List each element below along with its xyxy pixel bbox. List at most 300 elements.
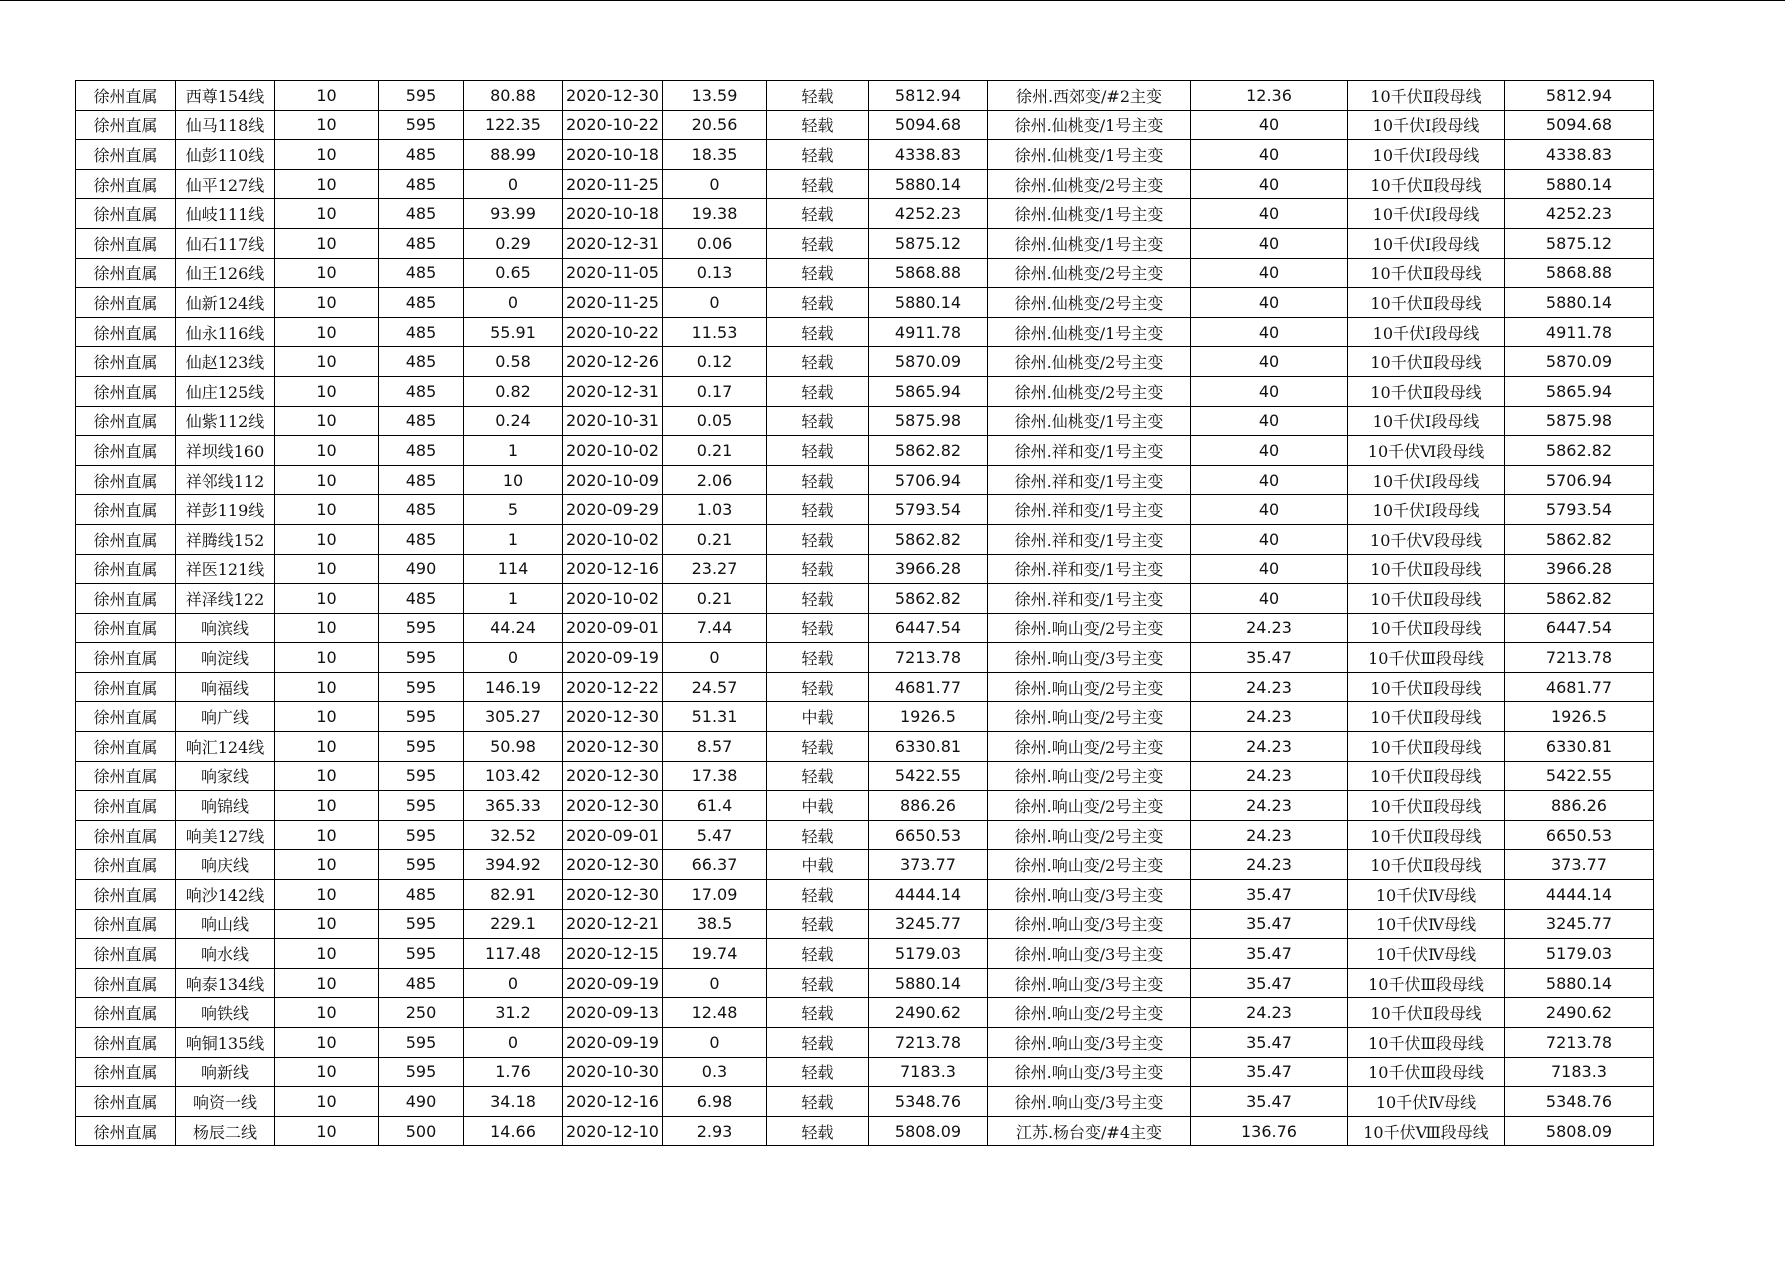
- rated-current-cell: 485: [379, 258, 464, 288]
- margin-cell: 5880.14: [1505, 169, 1654, 199]
- load-rate-cell: 8.57: [663, 732, 767, 762]
- load-rate-cell: 38.5: [663, 909, 767, 939]
- rated-current-cell: 485: [379, 436, 464, 466]
- substation-transformer-cell: 徐州.响山变/2号主变: [988, 998, 1191, 1028]
- line-name-cell: 祥坝线160: [176, 436, 275, 466]
- substation-transformer-cell: 徐州.响山变/3号主变: [988, 1087, 1191, 1117]
- available-capacity-cell: 6650.53: [869, 820, 988, 850]
- line-name-cell: 响新线: [176, 1057, 275, 1087]
- margin-cell: 5862.82: [1505, 436, 1654, 466]
- rated-current-cell: 490: [379, 554, 464, 584]
- rated-current-cell: 485: [379, 465, 464, 495]
- margin-cell: 3245.77: [1505, 909, 1654, 939]
- company-cell: 徐州直属: [76, 732, 176, 762]
- table-row: [76, 436, 1654, 466]
- substation-transformer-cell: 江苏.杨台变/#4主变: [988, 1116, 1191, 1146]
- substation-transformer-cell: 徐州.祥和变/1号主变: [988, 436, 1191, 466]
- table-row: [76, 465, 1654, 495]
- rated-current-cell: 485: [379, 199, 464, 229]
- load-current-cell: 88.99: [464, 140, 563, 170]
- rated-current-cell: 485: [379, 169, 464, 199]
- date-cell: 2020-12-30: [563, 702, 663, 732]
- table-body: [76, 81, 1654, 1146]
- transformer-capacity-cell: 24.23: [1191, 850, 1348, 880]
- load-rate-cell: 0.06: [663, 228, 767, 258]
- bus-section-cell: 10千伏Ⅷ段母线: [1348, 1116, 1505, 1146]
- bus-section-cell: 10千伏Ⅱ段母线: [1348, 169, 1505, 199]
- table-row: [76, 554, 1654, 584]
- table-row: [76, 495, 1654, 525]
- table-row: [76, 1116, 1654, 1146]
- bus-section-cell: 10千伏Ⅰ段母线: [1348, 228, 1505, 258]
- line-name-cell: 响广线: [176, 702, 275, 732]
- line-name-cell: 响资一线: [176, 1087, 275, 1117]
- transformer-capacity-cell: 40: [1191, 436, 1348, 466]
- company-cell: 徐州直属: [76, 791, 176, 821]
- rated-current-cell: 595: [379, 820, 464, 850]
- rated-current-cell: 595: [379, 909, 464, 939]
- transformer-capacity-cell: 24.23: [1191, 761, 1348, 791]
- rated-current-cell: 595: [379, 1057, 464, 1087]
- substation-transformer-cell: 徐州.仙桃变/2号主变: [988, 288, 1191, 318]
- transformer-capacity-cell: 35.47: [1191, 939, 1348, 969]
- table-row: [76, 998, 1654, 1028]
- load-status-cell: 轻载: [767, 761, 869, 791]
- bus-section-cell: 10千伏Ⅲ段母线: [1348, 968, 1505, 998]
- transformer-capacity-cell: 24.23: [1191, 613, 1348, 643]
- load-status-cell: 轻载: [767, 436, 869, 466]
- margin-cell: 4338.83: [1505, 140, 1654, 170]
- load-rate-cell: 18.35: [663, 140, 767, 170]
- load-status-cell: 轻载: [767, 613, 869, 643]
- date-cell: 2020-12-21: [563, 909, 663, 939]
- available-capacity-cell: 3966.28: [869, 554, 988, 584]
- company-cell: 徐州直属: [76, 465, 176, 495]
- bus-section-cell: 10千伏Ⅱ段母线: [1348, 376, 1505, 406]
- company-cell: 徐州直属: [76, 909, 176, 939]
- available-capacity-cell: 5880.14: [869, 968, 988, 998]
- rated-current-cell: 485: [379, 495, 464, 525]
- available-capacity-cell: 5862.82: [869, 524, 988, 554]
- table-row: [76, 1087, 1654, 1117]
- margin-cell: 7213.78: [1505, 643, 1654, 673]
- company-cell: 徐州直属: [76, 258, 176, 288]
- line-name-cell: 祥邻线112: [176, 465, 275, 495]
- transformer-capacity-cell: 35.47: [1191, 968, 1348, 998]
- load-rate-cell: 51.31: [663, 702, 767, 732]
- date-cell: 2020-10-31: [563, 406, 663, 436]
- voltage-cell: 10: [275, 909, 379, 939]
- available-capacity-cell: 4681.77: [869, 672, 988, 702]
- load-rate-cell: 0.17: [663, 376, 767, 406]
- date-cell: 2020-09-29: [563, 495, 663, 525]
- rated-current-cell: 485: [379, 347, 464, 377]
- voltage-cell: 10: [275, 524, 379, 554]
- load-rate-cell: 0.21: [663, 524, 767, 554]
- voltage-cell: 10: [275, 998, 379, 1028]
- company-cell: 徐州直属: [76, 317, 176, 347]
- table-row: [76, 791, 1654, 821]
- transformer-capacity-cell: 40: [1191, 169, 1348, 199]
- line-name-cell: 仙石117线: [176, 228, 275, 258]
- available-capacity-cell: 4911.78: [869, 317, 988, 347]
- company-cell: 徐州直属: [76, 199, 176, 229]
- date-cell: 2020-09-19: [563, 1028, 663, 1058]
- table-row: [76, 258, 1654, 288]
- transformer-capacity-cell: 24.23: [1191, 672, 1348, 702]
- margin-cell: 6447.54: [1505, 613, 1654, 643]
- load-status-cell: 轻载: [767, 317, 869, 347]
- bus-section-cell: 10千伏Ⅰ段母线: [1348, 110, 1505, 140]
- substation-transformer-cell: 徐州.祥和变/1号主变: [988, 584, 1191, 614]
- available-capacity-cell: 5706.94: [869, 465, 988, 495]
- company-cell: 徐州直属: [76, 140, 176, 170]
- load-current-cell: 394.92: [464, 850, 563, 880]
- substation-transformer-cell: 徐州.响山变/2号主变: [988, 761, 1191, 791]
- bus-section-cell: 10千伏Ⅳ母线: [1348, 880, 1505, 910]
- load-status-cell: 轻载: [767, 81, 869, 111]
- bus-section-cell: 10千伏Ⅱ段母线: [1348, 288, 1505, 318]
- load-current-cell: 44.24: [464, 613, 563, 643]
- available-capacity-cell: 2490.62: [869, 998, 988, 1028]
- line-name-cell: 西尊154线: [176, 81, 275, 111]
- company-cell: 徐州直属: [76, 880, 176, 910]
- load-current-cell: 229.1: [464, 909, 563, 939]
- bus-section-cell: 10千伏Ⅵ段母线: [1348, 436, 1505, 466]
- available-capacity-cell: 5808.09: [869, 1116, 988, 1146]
- company-cell: 徐州直属: [76, 228, 176, 258]
- line-name-cell: 响泰134线: [176, 968, 275, 998]
- voltage-cell: 10: [275, 376, 379, 406]
- available-capacity-cell: 5348.76: [869, 1087, 988, 1117]
- transformer-capacity-cell: 35.47: [1191, 1087, 1348, 1117]
- margin-cell: 5862.82: [1505, 584, 1654, 614]
- available-capacity-cell: 373.77: [869, 850, 988, 880]
- load-rate-cell: 7.44: [663, 613, 767, 643]
- table-row: [76, 584, 1654, 614]
- company-cell: 徐州直属: [76, 761, 176, 791]
- table-row: [76, 288, 1654, 318]
- load-current-cell: 55.91: [464, 317, 563, 347]
- load-status-cell: 轻载: [767, 880, 869, 910]
- substation-transformer-cell: 徐州.西郊变/#2主变: [988, 81, 1191, 111]
- company-cell: 徐州直属: [76, 939, 176, 969]
- bus-section-cell: 10千伏Ⅱ段母线: [1348, 850, 1505, 880]
- table-row: [76, 140, 1654, 170]
- margin-cell: 5348.76: [1505, 1087, 1654, 1117]
- rated-current-cell: 595: [379, 791, 464, 821]
- line-name-cell: 响福线: [176, 672, 275, 702]
- load-status-cell: 轻载: [767, 998, 869, 1028]
- line-name-cell: 响铁线: [176, 998, 275, 1028]
- line-name-cell: 仙新124线: [176, 288, 275, 318]
- line-name-cell: 仙岐111线: [176, 199, 275, 229]
- substation-transformer-cell: 徐州.响山变/2号主变: [988, 732, 1191, 762]
- margin-cell: 5422.55: [1505, 761, 1654, 791]
- voltage-cell: 10: [275, 199, 379, 229]
- table-row: [76, 968, 1654, 998]
- load-current-cell: 146.19: [464, 672, 563, 702]
- margin-cell: 5865.94: [1505, 376, 1654, 406]
- transformer-capacity-cell: 35.47: [1191, 643, 1348, 673]
- table-row: [76, 820, 1654, 850]
- date-cell: 2020-12-30: [563, 761, 663, 791]
- company-cell: 徐州直属: [76, 613, 176, 643]
- voltage-cell: 10: [275, 613, 379, 643]
- margin-cell: 5880.14: [1505, 968, 1654, 998]
- voltage-cell: 10: [275, 1087, 379, 1117]
- table-row: [76, 850, 1654, 880]
- load-rate-cell: 17.38: [663, 761, 767, 791]
- margin-cell: 2490.62: [1505, 998, 1654, 1028]
- load-rate-cell: 13.59: [663, 81, 767, 111]
- bus-section-cell: 10千伏Ⅱ段母线: [1348, 258, 1505, 288]
- voltage-cell: 10: [275, 643, 379, 673]
- company-cell: 徐州直属: [76, 110, 176, 140]
- load-rate-cell: 0.12: [663, 347, 767, 377]
- load-current-cell: 1: [464, 436, 563, 466]
- available-capacity-cell: 5812.94: [869, 81, 988, 111]
- load-current-cell: 82.91: [464, 880, 563, 910]
- rated-current-cell: 485: [379, 317, 464, 347]
- bus-section-cell: 10千伏Ⅱ段母线: [1348, 761, 1505, 791]
- substation-transformer-cell: 徐州.响山变/2号主变: [988, 702, 1191, 732]
- substation-transformer-cell: 徐州.祥和变/1号主变: [988, 554, 1191, 584]
- line-name-cell: 仙王126线: [176, 258, 275, 288]
- voltage-cell: 10: [275, 1116, 379, 1146]
- rated-current-cell: 595: [379, 110, 464, 140]
- margin-cell: 5094.68: [1505, 110, 1654, 140]
- substation-transformer-cell: 徐州.响山变/2号主变: [988, 791, 1191, 821]
- load-current-cell: 0.82: [464, 376, 563, 406]
- load-current-cell: 10: [464, 465, 563, 495]
- line-name-cell: 响锦线: [176, 791, 275, 821]
- table-row: [76, 347, 1654, 377]
- margin-cell: 6650.53: [1505, 820, 1654, 850]
- table-row: [76, 406, 1654, 436]
- load-current-cell: 32.52: [464, 820, 563, 850]
- load-status-cell: 轻载: [767, 554, 869, 584]
- load-rate-cell: 11.53: [663, 317, 767, 347]
- bus-section-cell: 10千伏Ⅱ段母线: [1348, 81, 1505, 111]
- rated-current-cell: 595: [379, 732, 464, 762]
- rated-current-cell: 595: [379, 643, 464, 673]
- table-row: [76, 228, 1654, 258]
- line-name-cell: 响庆线: [176, 850, 275, 880]
- margin-cell: 373.77: [1505, 850, 1654, 880]
- company-cell: 徐州直属: [76, 376, 176, 406]
- date-cell: 2020-10-02: [563, 584, 663, 614]
- load-current-cell: 14.66: [464, 1116, 563, 1146]
- company-cell: 徐州直属: [76, 288, 176, 318]
- margin-cell: 5868.88: [1505, 258, 1654, 288]
- voltage-cell: 10: [275, 169, 379, 199]
- transformer-capacity-cell: 40: [1191, 199, 1348, 229]
- load-status-cell: 轻载: [767, 1028, 869, 1058]
- line-name-cell: 响水线: [176, 939, 275, 969]
- date-cell: 2020-10-30: [563, 1057, 663, 1087]
- rated-current-cell: 490: [379, 1087, 464, 1117]
- load-current-cell: 0.58: [464, 347, 563, 377]
- margin-cell: 1926.5: [1505, 702, 1654, 732]
- voltage-cell: 10: [275, 584, 379, 614]
- transformer-capacity-cell: 40: [1191, 317, 1348, 347]
- bus-section-cell: 10千伏Ⅱ段母线: [1348, 791, 1505, 821]
- company-cell: 徐州直属: [76, 643, 176, 673]
- margin-cell: 5880.14: [1505, 288, 1654, 318]
- available-capacity-cell: 5880.14: [869, 169, 988, 199]
- available-capacity-cell: 7213.78: [869, 643, 988, 673]
- voltage-cell: 10: [275, 732, 379, 762]
- transformer-capacity-cell: 35.47: [1191, 909, 1348, 939]
- load-status-cell: 轻载: [767, 939, 869, 969]
- load-current-cell: 122.35: [464, 110, 563, 140]
- company-cell: 徐州直属: [76, 347, 176, 377]
- table-row: [76, 524, 1654, 554]
- available-capacity-cell: 7183.3: [869, 1057, 988, 1087]
- load-current-cell: 0.29: [464, 228, 563, 258]
- load-current-cell: 50.98: [464, 732, 563, 762]
- load-current-cell: 0: [464, 643, 563, 673]
- load-rate-cell: 0: [663, 1028, 767, 1058]
- company-cell: 徐州直属: [76, 1116, 176, 1146]
- rated-current-cell: 250: [379, 998, 464, 1028]
- bus-section-cell: 10千伏Ⅱ段母线: [1348, 347, 1505, 377]
- transformer-capacity-cell: 40: [1191, 465, 1348, 495]
- margin-cell: 886.26: [1505, 791, 1654, 821]
- date-cell: 2020-11-05: [563, 258, 663, 288]
- table-row: [76, 376, 1654, 406]
- date-cell: 2020-12-30: [563, 880, 663, 910]
- rated-current-cell: 595: [379, 939, 464, 969]
- company-cell: 徐州直属: [76, 584, 176, 614]
- bus-section-cell: 10千伏Ⅱ段母线: [1348, 702, 1505, 732]
- bus-section-cell: 10千伏Ⅳ母线: [1348, 939, 1505, 969]
- voltage-cell: 10: [275, 317, 379, 347]
- company-cell: 徐州直属: [76, 81, 176, 111]
- table-row: [76, 880, 1654, 910]
- available-capacity-cell: 4338.83: [869, 140, 988, 170]
- substation-transformer-cell: 徐州.响山变/2号主变: [988, 820, 1191, 850]
- available-capacity-cell: 1926.5: [869, 702, 988, 732]
- transformer-capacity-cell: 24.23: [1191, 791, 1348, 821]
- date-cell: 2020-09-19: [563, 643, 663, 673]
- load-current-cell: 305.27: [464, 702, 563, 732]
- load-rate-cell: 0.13: [663, 258, 767, 288]
- date-cell: 2020-10-02: [563, 436, 663, 466]
- load-current-cell: 365.33: [464, 791, 563, 821]
- load-status-cell: 轻载: [767, 909, 869, 939]
- transformer-capacity-cell: 40: [1191, 347, 1348, 377]
- date-cell: 2020-09-19: [563, 968, 663, 998]
- available-capacity-cell: 5868.88: [869, 258, 988, 288]
- load-status-cell: 轻载: [767, 228, 869, 258]
- rated-current-cell: 485: [379, 584, 464, 614]
- table-row: [76, 317, 1654, 347]
- load-rate-cell: 0.3: [663, 1057, 767, 1087]
- company-cell: 徐州直属: [76, 672, 176, 702]
- load-status-cell: 中载: [767, 791, 869, 821]
- bus-section-cell: 10千伏Ⅱ段母线: [1348, 732, 1505, 762]
- transformer-capacity-cell: 136.76: [1191, 1116, 1348, 1146]
- date-cell: 2020-12-26: [563, 347, 663, 377]
- load-status-cell: 轻载: [767, 672, 869, 702]
- load-rate-cell: 1.03: [663, 495, 767, 525]
- load-status-cell: 轻载: [767, 199, 869, 229]
- load-rate-cell: 2.06: [663, 465, 767, 495]
- date-cell: 2020-12-16: [563, 554, 663, 584]
- substation-transformer-cell: 徐州.仙桃变/2号主变: [988, 169, 1191, 199]
- line-name-cell: 仙马118线: [176, 110, 275, 140]
- load-rate-cell: 0: [663, 169, 767, 199]
- available-capacity-cell: 6330.81: [869, 732, 988, 762]
- date-cell: 2020-11-25: [563, 288, 663, 318]
- substation-transformer-cell: 徐州.祥和变/1号主变: [988, 524, 1191, 554]
- table-row: [76, 613, 1654, 643]
- load-rate-cell: 0: [663, 643, 767, 673]
- available-capacity-cell: 5875.12: [869, 228, 988, 258]
- available-capacity-cell: 5793.54: [869, 495, 988, 525]
- load-rate-cell: 0: [663, 968, 767, 998]
- date-cell: 2020-12-30: [563, 732, 663, 762]
- load-rate-cell: 0.21: [663, 584, 767, 614]
- date-cell: 2020-10-22: [563, 317, 663, 347]
- load-rate-cell: 2.93: [663, 1116, 767, 1146]
- margin-cell: 7183.3: [1505, 1057, 1654, 1087]
- company-cell: 徐州直属: [76, 436, 176, 466]
- available-capacity-cell: 5865.94: [869, 376, 988, 406]
- load-rate-cell: 17.09: [663, 880, 767, 910]
- transformer-capacity-cell: 35.47: [1191, 1057, 1348, 1087]
- rated-current-cell: 485: [379, 376, 464, 406]
- date-cell: 2020-10-02: [563, 524, 663, 554]
- company-cell: 徐州直属: [76, 702, 176, 732]
- substation-transformer-cell: 徐州.仙桃变/2号主变: [988, 376, 1191, 406]
- line-name-cell: 仙紫112线: [176, 406, 275, 436]
- margin-cell: 4911.78: [1505, 317, 1654, 347]
- load-status-cell: 轻载: [767, 584, 869, 614]
- voltage-cell: 10: [275, 1028, 379, 1058]
- date-cell: 2020-12-30: [563, 791, 663, 821]
- load-status-cell: 中载: [767, 702, 869, 732]
- transformer-capacity-cell: 35.47: [1191, 880, 1348, 910]
- margin-cell: 6330.81: [1505, 732, 1654, 762]
- line-name-cell: 响淀线: [176, 643, 275, 673]
- load-rate-cell: 66.37: [663, 850, 767, 880]
- transformer-capacity-cell: 24.23: [1191, 998, 1348, 1028]
- line-name-cell: 仙平127线: [176, 169, 275, 199]
- voltage-cell: 10: [275, 761, 379, 791]
- table-row: [76, 81, 1654, 111]
- voltage-cell: 10: [275, 288, 379, 318]
- bus-section-cell: 10千伏Ⅰ段母线: [1348, 317, 1505, 347]
- load-status-cell: 轻载: [767, 495, 869, 525]
- bus-section-cell: 10千伏Ⅳ母线: [1348, 909, 1505, 939]
- substation-transformer-cell: 徐州.响山变/2号主变: [988, 613, 1191, 643]
- date-cell: 2020-12-31: [563, 376, 663, 406]
- available-capacity-cell: 4252.23: [869, 199, 988, 229]
- voltage-cell: 10: [275, 465, 379, 495]
- voltage-cell: 10: [275, 258, 379, 288]
- margin-cell: 5179.03: [1505, 939, 1654, 969]
- margin-cell: 5793.54: [1505, 495, 1654, 525]
- load-rate-cell: 19.38: [663, 199, 767, 229]
- load-current-cell: 31.2: [464, 998, 563, 1028]
- line-name-cell: 响家线: [176, 761, 275, 791]
- available-capacity-cell: 5875.98: [869, 406, 988, 436]
- load-status-cell: 中载: [767, 850, 869, 880]
- load-current-cell: 103.42: [464, 761, 563, 791]
